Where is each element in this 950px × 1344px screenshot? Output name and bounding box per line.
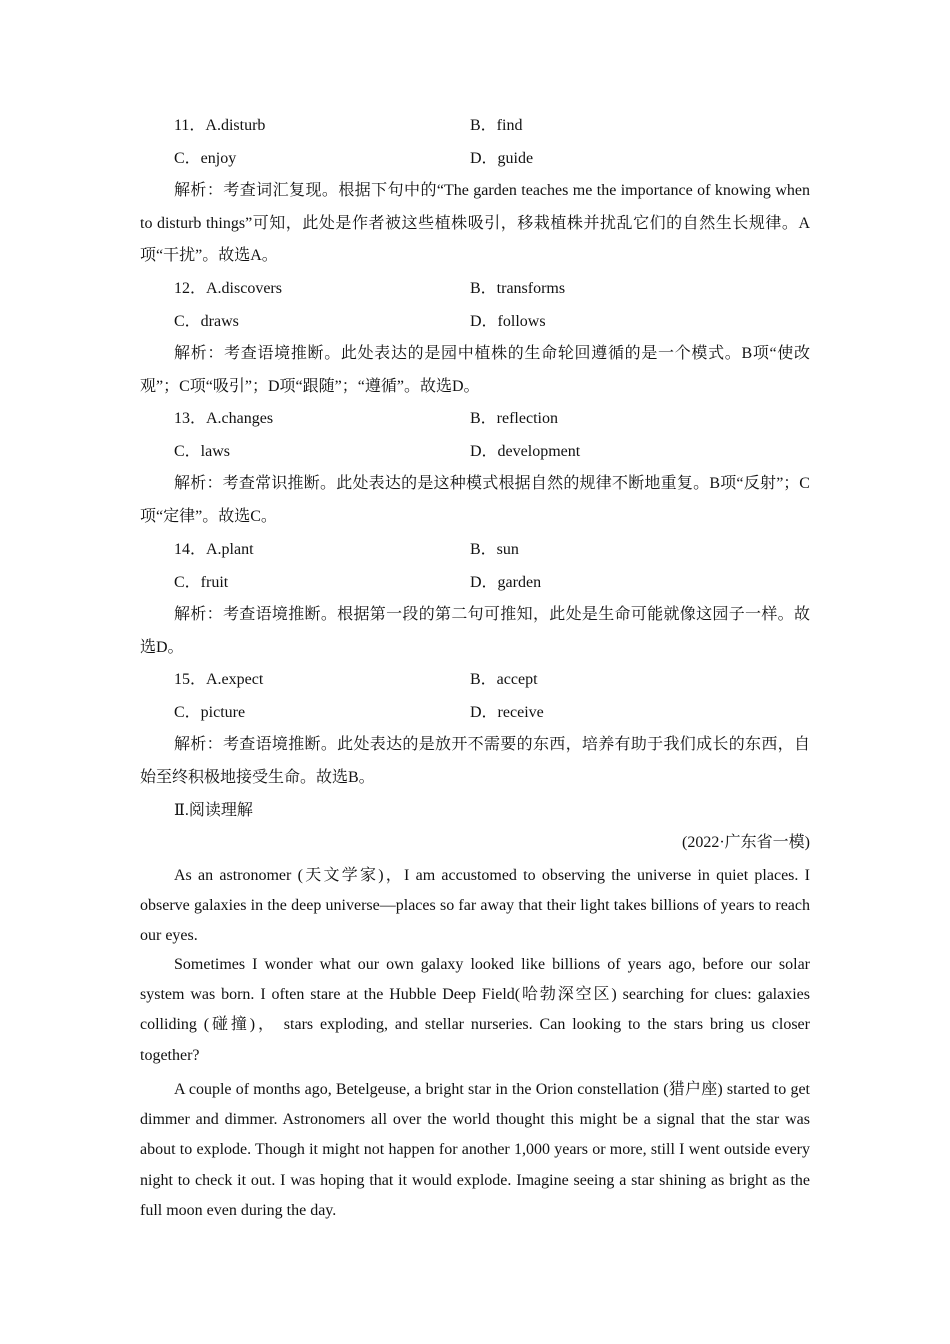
analysis-13 xyxy=(140,468,810,533)
analysis-label: 解析： xyxy=(174,345,225,362)
option-c: C．enjoy xyxy=(174,150,237,167)
question-11-row-2 xyxy=(174,147,814,171)
analysis-label: 解析： xyxy=(174,182,224,199)
option-b: B．reflection xyxy=(470,410,558,427)
section-title: Ⅱ.阅读理解 xyxy=(174,802,253,819)
question-13-row-2 xyxy=(174,440,814,464)
option-a: 13．A.changes xyxy=(174,410,274,427)
option-c: C．draws xyxy=(174,313,239,330)
analysis-12 xyxy=(140,338,810,403)
analysis-label: 解析： xyxy=(174,736,223,753)
question-11-row-1 xyxy=(174,114,814,138)
source-citation: (2022·广东省一模) xyxy=(682,834,810,851)
analysis-11 xyxy=(140,175,810,273)
passage-paragraph-3: A couple of months ago, Betelgeuse, a bright star in the Orion constellation (猎户座) started to get dimmer and dimmer. Astronomers all over the world thought this might be a signal that the star was about to explode. Though it might not happen for another 1,000 years or more, still I went outside every night to check it out. I was hoping that it would explode. Imagine seeing a star shining as bright as the full moon even during the day. xyxy=(140,1081,810,1219)
option-d: D．follows xyxy=(470,313,546,330)
question-14-row-2 xyxy=(174,571,814,595)
passage-paragraph-1: As an astronomer (天文学家)，I am accustomed to observing the universe in quiet places. I observe galaxies in the deep universe—places so far away that their light takes billions of years to reach our eyes. xyxy=(140,867,810,945)
question-14-row-1 xyxy=(174,538,814,562)
analysis-text: 考查词汇复现。根据下句中的“The garden teaches me the importance of knowing when to disturb things”可知，此处是作者被这些植株吸引，移栽植株并扰乱它们的自然生长规律。A项“干扰”。故选A。 xyxy=(140,182,810,264)
option-b: B．sun xyxy=(470,541,519,558)
option-d: D．development xyxy=(470,443,581,460)
option-a: 12．A.discovers xyxy=(174,280,282,297)
passage-paragraph-2: Sometimes I wonder what our own galaxy looked like billions of years ago, before our solar system was born. I often stare at the Hubble Deep Field(哈勃深空区) searching for clues: galaxies colliding (碰撞)， stars exploding, and stellar nurseries. Can looking to the stars bring us closer together? xyxy=(140,956,810,1064)
option-a: 15．A.expect xyxy=(174,671,264,688)
option-a: 11．A.disturb xyxy=(174,117,266,134)
analysis-text: 考查语境推断。此处表达的是园中植株的生命轮回遵循的是一个模式。B项“使改观”；C项“吸引”；D项“跟随”；“遵循”。故选D。 xyxy=(140,345,810,395)
option-b: B．find xyxy=(470,117,523,134)
analysis-text: 考查语境推断。根据第一段的第二句可推知，此处是生命可能就像这园子一样。故选D。 xyxy=(140,606,810,656)
option-b: B．accept xyxy=(470,671,538,688)
question-13-row-1 xyxy=(174,407,814,431)
option-c: C．picture xyxy=(174,704,246,721)
option-c: C．fruit xyxy=(174,574,229,591)
analysis-15 xyxy=(140,729,810,794)
question-15-row-2 xyxy=(174,701,814,725)
option-a: 14．A.plant xyxy=(174,541,254,558)
analysis-label: 解析： xyxy=(174,606,223,623)
analysis-label: 解析： xyxy=(174,475,223,492)
question-15-row-1 xyxy=(174,668,814,692)
option-d: D．garden xyxy=(470,574,542,591)
analysis-text: 考查语境推断。此处表达的是放开不需要的东西，培养有助于我们成长的东西，自始至终积极地接受生命。故选B。 xyxy=(140,736,810,786)
option-c: C．laws xyxy=(174,443,231,460)
analysis-14 xyxy=(140,599,810,664)
option-d: D．receive xyxy=(470,704,544,721)
option-b: B．transforms xyxy=(470,280,566,297)
analysis-text: 考查常识推断。此处表达的是这种模式根据自然的规律不断地重复。B项“反射”；C项“定律”。故选C。 xyxy=(140,475,810,525)
question-12-row-2 xyxy=(174,310,814,334)
option-d: D．guide xyxy=(470,150,534,167)
question-12-row-1 xyxy=(174,277,814,301)
